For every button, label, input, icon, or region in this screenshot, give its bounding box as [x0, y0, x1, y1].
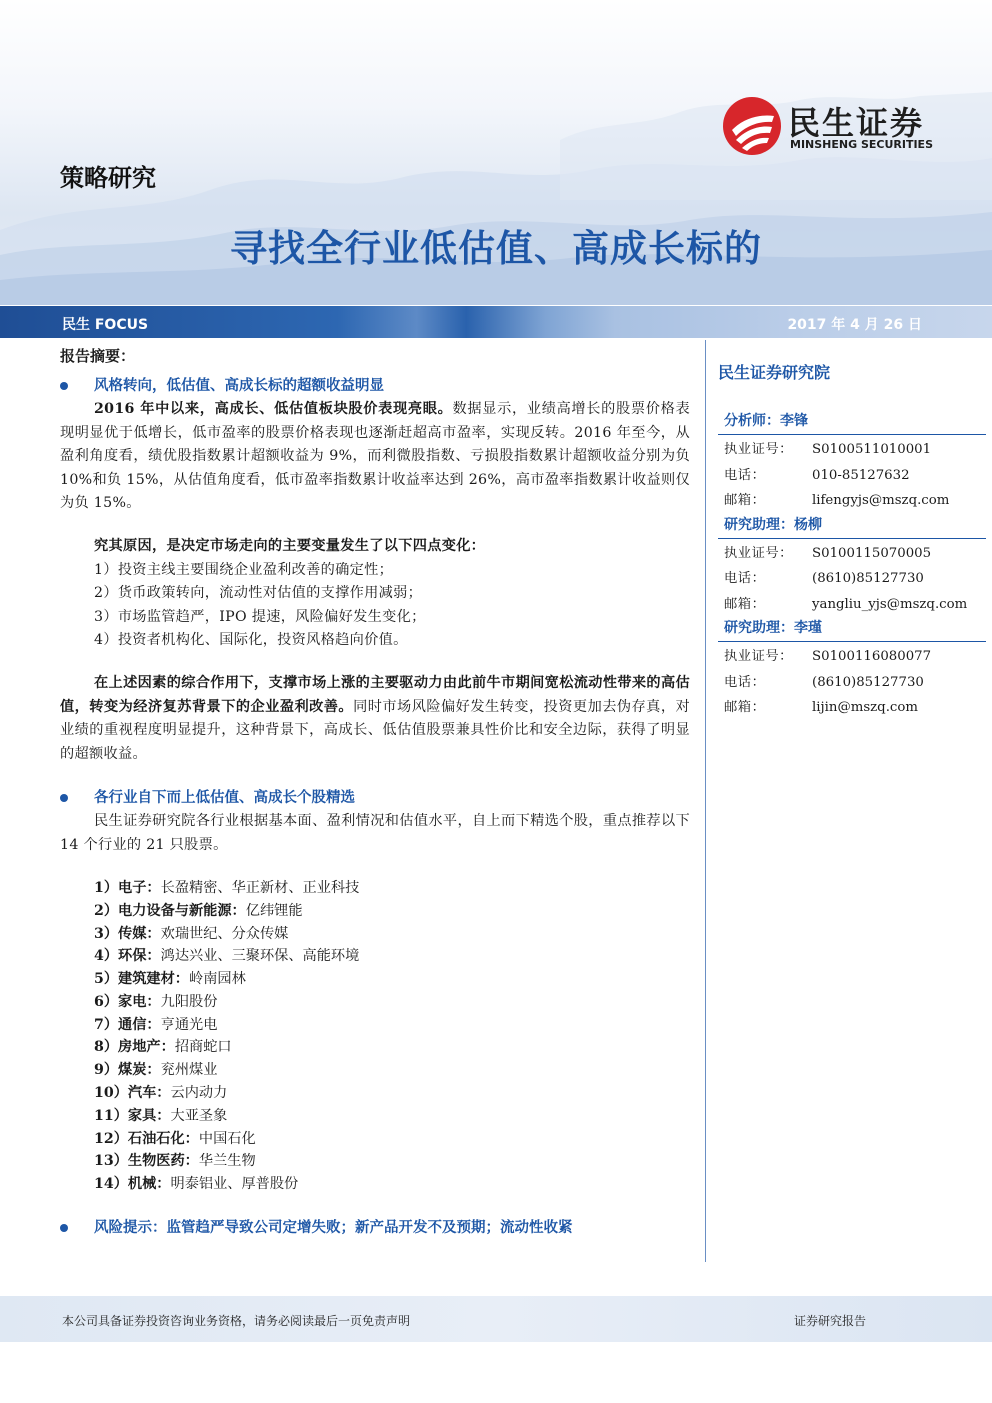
sector-label: 3）传媒： [94, 925, 161, 942]
info-value: S0100115070005 [812, 545, 932, 561]
sector-label: 7）通信： [94, 1016, 161, 1033]
section-1-paragraph-1 [60, 398, 690, 515]
section-2-paragraph: 民生证券研究院各行业根据基本面、盈利情况和估值水平，自上而下精选个股，重点推荐以下 14 个行业的 21 只股票。 [60, 813, 690, 853]
list-item [94, 1128, 690, 1151]
stock-names: 亨通光电 [160, 1016, 218, 1033]
summary-heading: 报告摘要： [60, 347, 136, 365]
bullet-dot-icon [60, 1224, 68, 1232]
list-item [94, 1036, 690, 1059]
minsheng-logo-icon [722, 96, 782, 156]
stock-picks-list [60, 877, 690, 1196]
info-row [718, 644, 986, 670]
sector-label: 10）汽车： [94, 1085, 171, 1102]
sector-label: 14）机械： [94, 1176, 171, 1193]
info-key: 执业证号： [724, 442, 793, 457]
list-item [94, 991, 690, 1014]
list-item [94, 1150, 690, 1173]
info-row [718, 541, 986, 567]
reason-item: 4）投资者机构化、国际化，投资风格趋向价值。 [94, 632, 408, 649]
report-category: 策略研究 [60, 164, 156, 192]
info-value: (8610)85127730 [812, 674, 924, 690]
stock-names: 云内动力 [170, 1085, 228, 1102]
reason-item: 2）货币政策转向，流动性对估值的支撑作用减弱； [94, 585, 423, 602]
list-item [94, 900, 690, 923]
section-1-paragraph-2: 究其原因，是决定市场走向的主要变量发生了以下四点变化： [94, 538, 486, 555]
section-1-paragraph-3 [60, 672, 690, 766]
stock-names: 明泰铝业、厚普股份 [170, 1176, 299, 1193]
section-2-heading [60, 786, 690, 810]
sector-label: 6）家电： [94, 993, 161, 1010]
stock-names: 长盈精密、华正新材、正业科技 [160, 879, 360, 896]
section-2-heading-text: 各行业自下而上低估值、高成长个股精选 [94, 790, 355, 807]
reason-item: 3）市场监管趋严，IPO 提速，风险偏好发生变化； [94, 608, 426, 625]
logo-english-name: MINSHENG SECURITIES [790, 138, 933, 151]
analyst-role: 分析师：李锋 [718, 410, 986, 435]
column-divider [705, 340, 706, 1262]
email-link[interactable]: lijin@mszq.com [812, 700, 918, 715]
stock-names: 鸿达兴业、三聚环保、高能环境 [160, 948, 360, 965]
disclaimer-notice: 本公司具备证券投资咨询业务资格，请务必阅读最后一页免责声明 [62, 1314, 411, 1328]
list-item [94, 1014, 690, 1037]
info-key: 电话： [724, 674, 766, 690]
list-item [94, 1059, 690, 1082]
info-key: 邮箱： [724, 596, 766, 612]
report-title: 寻找全行业低估值、高成长标的 [230, 227, 762, 270]
info-row [718, 488, 986, 514]
sector-label: 1）电子： [94, 879, 161, 896]
stock-names: 岭南园林 [189, 971, 246, 988]
report-type-label: 证券研究报告 [793, 1314, 866, 1328]
stock-names: 大亚圣象 [170, 1107, 228, 1124]
info-value: (8610)85127730 [812, 571, 924, 586]
sector-label: 2）电力设备与新能源： [94, 902, 246, 919]
paragraph-3-body: 同时市场风险偏好发生转变，投资更加去伪存真，对业绩的重视程度明显提升，这种背景下，高成长、低估值股票兼具性价比和安全边际，获得了明显的超额收益。 [60, 698, 690, 762]
brand-logo [722, 96, 962, 156]
list-item [94, 877, 690, 900]
risk-warning-text: 风险提示：监管趋严导致公司定增失败；新产品开发不及预期；流动性收紧 [94, 1219, 573, 1237]
list-item [94, 1173, 690, 1196]
sector-label: 9）煤炭： [94, 1062, 161, 1079]
stock-names: 中国石化 [198, 1130, 256, 1147]
stock-names: 九阳股份 [160, 993, 218, 1010]
info-row [718, 566, 986, 592]
sector-label: 8）房地产： [94, 1039, 175, 1056]
list-item [94, 923, 690, 946]
sector-label: 13）生物医药： [94, 1153, 199, 1170]
section-1-heading [60, 374, 690, 398]
analyst-sidebar [718, 360, 986, 721]
assistant-role: 研究助理：李瑾 [718, 617, 986, 642]
assistant-role: 研究助理：杨柳 [718, 514, 986, 539]
info-value: S0100511010001 [812, 442, 932, 457]
info-row [718, 463, 986, 489]
paragraph-1-lead: 2016 年中以来，高成长、低估值板块股价表现亮眼。 [94, 401, 453, 418]
stock-names: 华兰生物 [198, 1153, 256, 1170]
sector-label: 4）环保： [94, 948, 161, 965]
info-key: 执业证号： [724, 545, 793, 561]
info-row [718, 670, 986, 696]
info-row [718, 592, 986, 618]
summary-column [60, 345, 690, 1240]
section-1-heading-text: 风格转向，低估值、高成长标的超额收益明显 [94, 378, 384, 395]
info-key: 执业证号： [724, 649, 793, 664]
info-row [718, 437, 986, 463]
research-institute-name: 民生证券研究院 [718, 363, 831, 382]
info-key: 邮箱： [724, 700, 766, 715]
list-item [94, 968, 690, 991]
info-value: 010-85127632 [812, 467, 910, 483]
page-footer [0, 1296, 992, 1342]
bullet-dot-icon [60, 382, 68, 390]
info-key: 邮箱： [724, 493, 766, 508]
report-date: 2017 年 4 月 26 日 [787, 317, 922, 333]
list-item [94, 1105, 690, 1128]
list-item [94, 1082, 690, 1105]
title-band [0, 306, 992, 338]
info-key: 电话： [724, 467, 766, 483]
band-series-label: 民生 FOCUS [62, 317, 149, 333]
info-value: S0100116080077 [812, 649, 932, 664]
reason-item: 1）投资主线主要围绕企业盈利改善的确定性； [94, 561, 394, 578]
risk-warning [60, 1216, 690, 1240]
paragraph-3-lead: 在上述因素的综合作用下，支撑市场上涨的主要驱动力由此前牛市期间宽松流动性带来的高估值，转变为经济复苏背景下的企业盈利改善。 [60, 675, 690, 715]
stock-names: 兖州煤业 [160, 1062, 218, 1079]
sector-label: 11）家具： [94, 1107, 171, 1124]
sector-label: 12）石油石化： [94, 1130, 199, 1147]
logo-chinese-name: 民生证券 [788, 104, 925, 142]
sector-label: 5）建筑建材： [94, 971, 189, 988]
email-link[interactable]: lifengyjs@mszq.com [812, 493, 950, 508]
info-row [718, 695, 986, 721]
stock-names: 招商蛇口 [174, 1039, 232, 1056]
email-link[interactable]: yangliu_yjs@mszq.com [812, 596, 968, 612]
bullet-dot-icon [60, 794, 68, 802]
paragraph-1-body: 数据显示，业绩高增长的股票价格表现明显优于低增长，低市盈率的股票价格表现也逐渐赶超高市盈率，实现反转。2016 年至今，从盈利角度看，绩优股指数累计超额收益为 9%，而利微股指数、亏损股指数累计超额收益分别为负 10%和负 15%，从估值角度看，低市盈率指数累计收益率达到 26%，高市盈率指数累计收益则仅为负 15%。 [60, 401, 690, 512]
stock-names: 欢瑞世纪、分众传媒 [160, 925, 289, 942]
list-item [94, 945, 690, 968]
stock-names: 亿纬锂能 [245, 902, 303, 919]
info-key: 电话： [724, 571, 766, 586]
